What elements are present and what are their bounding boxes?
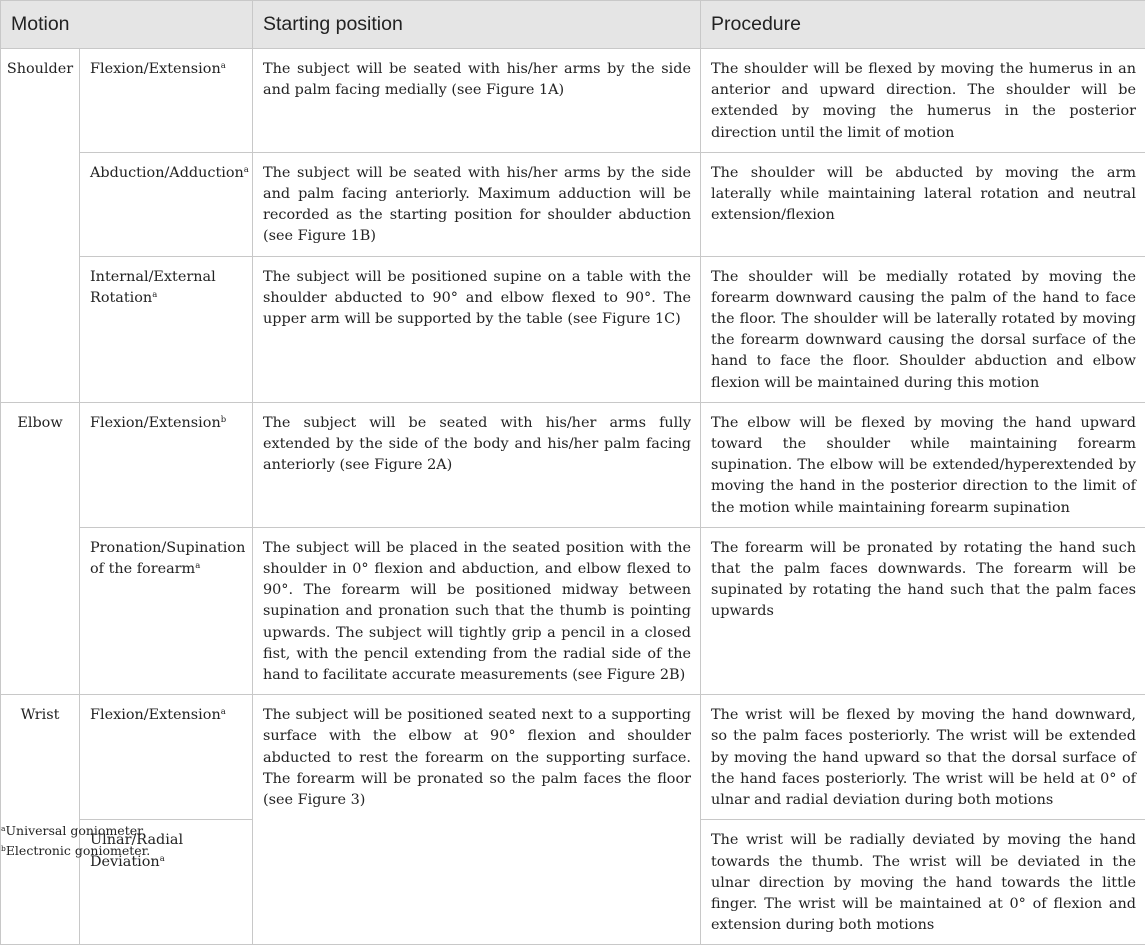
footnote-mark: a xyxy=(160,854,165,864)
submotion-label: Abduction/Adduction xyxy=(90,165,244,181)
starting-position-cell: The subject will be seated with his/her arms fully extended by the side of the body and his/her palm facing anteriorly (see Figure 2A) xyxy=(253,402,701,527)
footnote-mark: a xyxy=(152,290,157,300)
submotion-label: Flexion/Extension xyxy=(90,415,221,431)
submotion-cell xyxy=(80,695,253,820)
submotion-cell xyxy=(80,256,253,402)
footnote-mark: a xyxy=(1,824,5,833)
starting-position-cell: The subject will be seated with his/her arms by the side and palm facing medially (see Figure 1A) xyxy=(253,49,701,153)
footnote-mark: a xyxy=(195,561,200,571)
starting-position-cell: The subject will be positioned supine on a table with the shoulder abducted to 90° and elbow flexed to 90°. The upper arm will be supported by the table (see Figure 1C) xyxy=(253,256,701,402)
starting-position-cell: The subject will be placed in the seated position with the shoulder in 0° flexion and abduction, and elbow flexed to 90°. The forearm will be positioned midway between supination and pronation such that the thumb is pointing upwards. The subject will tightly grip a pencil in a closed fist, with the pencil extending from the radial side of the hand to facilitate accurate measurements (see Figure 2B) xyxy=(253,527,701,694)
submotion-cell xyxy=(80,152,253,256)
motion-shoulder: Shoulder xyxy=(1,49,80,403)
footnote-b xyxy=(1,841,150,861)
table-row xyxy=(1,402,1145,527)
procedure-cell: The wrist will be flexed by moving the hand downward, so the palm faces posteriorly. The wrist will be extended by moving the hand upward so that the dorsal surface of the hand faces posteriorly. The wrist will be held at 0° of ulnar and radial deviation during both motions xyxy=(701,695,1145,820)
header-motion: Motion xyxy=(1,1,253,49)
motion-elbow: Elbow xyxy=(1,402,80,694)
procedure-cell: The elbow will be flexed by moving the hand upward toward the shoulder while maintaining forearm supination. The elbow will be extended/hyperextended by moving the hand in the posterior direction to the limit of the motion while maintaining forearm supination xyxy=(701,402,1145,527)
footnote-text: Electronic goniometer. xyxy=(6,843,150,858)
submotion-label: Ulnar/Radial Deviation xyxy=(90,832,183,869)
footnote-text: Universal goniometer. xyxy=(5,823,145,838)
table-footnotes xyxy=(1,821,150,861)
table-row xyxy=(1,152,1145,256)
submotion-label: Internal/External Rotation xyxy=(90,269,216,306)
footnote-mark: a xyxy=(221,707,226,717)
procedure-cell: The wrist will be radially deviated by moving the hand towards the thumb. The wrist will be deviated in the ulnar direction by moving the hand towards the little finger. The wrist will be maintained at 0° of flexion and extension during both motions xyxy=(701,820,1145,945)
procedure-cell: The shoulder will be flexed by moving the humerus in an anterior and upward direction. The shoulder will be extended by moving the humerus in the posterior direction until the limit of motion xyxy=(701,49,1145,153)
header-procedure: Procedure xyxy=(701,1,1145,49)
table-row xyxy=(1,49,1145,153)
table-row xyxy=(1,256,1145,402)
submotion-label: Flexion/Extension xyxy=(90,707,221,723)
footnote-mark: a xyxy=(244,165,249,175)
motion-wrist: Wrist xyxy=(1,695,80,945)
procedure-cell: The shoulder will be medially rotated by moving the forearm downward causing the palm of the hand to face the floor. The shoulder will be laterally rotated by moving the forearm downward causing the dorsal surface of the hand to face the floor. Shoulder abduction and elbow flexion will be maintained during this motion xyxy=(701,256,1145,402)
submotion-label: Flexion/Extension xyxy=(90,61,221,77)
footnote-mark: b xyxy=(221,415,226,425)
procedure-cell: The shoulder will be abducted by moving the arm laterally while maintaining lateral rotation and neutral extension/flexion xyxy=(701,152,1145,256)
procedure-cell: The forearm will be pronated by rotating the hand such that the palm faces downwards. The forearm will be supinated by rotating the hand such that the palm faces upwards xyxy=(701,527,1145,694)
table-row xyxy=(1,695,1145,820)
submotion-cell xyxy=(80,527,253,694)
footnote-mark: a xyxy=(221,61,226,71)
submotion-label: Pronation/Supination of the forearm xyxy=(90,540,245,577)
footnote-mark: b xyxy=(1,844,6,853)
submotion-cell xyxy=(80,49,253,153)
table-row xyxy=(1,527,1145,694)
starting-position-cell: The subject will be positioned seated next to a supporting surface with the elbow at 90° flexion and shoulder abducted to rest the forearm on the supporting surface. The forearm will be pronated so the palm faces the floor (see Figure 3) xyxy=(253,695,701,945)
footnote-a xyxy=(1,821,150,841)
header-row xyxy=(1,1,1145,49)
submotion-cell xyxy=(80,402,253,527)
starting-position-cell: The subject will be seated with his/her arms by the side and palm facing anteriorly. Maximum adduction will be recorded as the starting position for shoulder abduction (see Figure 1B) xyxy=(253,152,701,256)
header-starting-position: Starting position xyxy=(253,1,701,49)
